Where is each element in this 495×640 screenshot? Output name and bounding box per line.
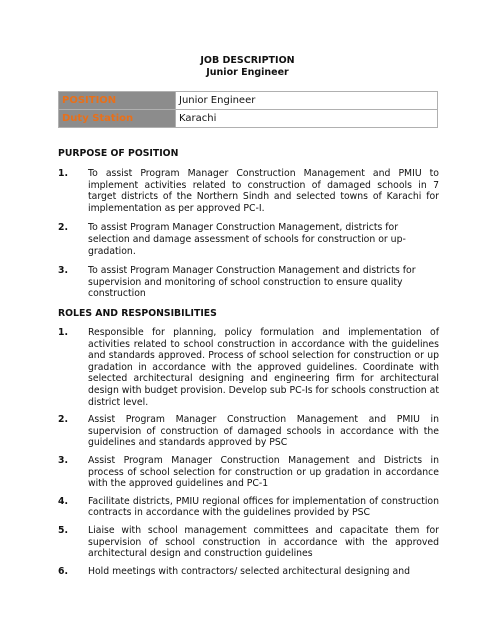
list-item — [58, 265, 439, 300]
list-item — [58, 168, 439, 214]
purpose-heading: PURPOSE OF POSITION — [58, 148, 179, 159]
document-subtitle: Junior Engineer — [206, 67, 289, 78]
item-number: 3. — [58, 454, 69, 466]
roles-list — [58, 327, 439, 577]
item-text: Assist Program Manager Construction Management and PMIU in supervision of construction of damaged schools in accordance with the guidelines and standards approved by PSC — [88, 414, 439, 449]
item-number: 1. — [58, 168, 69, 179]
position-info-table — [58, 91, 438, 128]
item-number: 3. — [58, 265, 69, 277]
roles-heading: ROLES AND RESPONSIBILITIES — [58, 308, 217, 319]
item-number: 4. — [58, 495, 69, 507]
item-text: Hold meetings with contractors/ selected architectural designing and — [88, 565, 411, 577]
position-label: POSITION — [59, 92, 176, 110]
item-number: 2. — [58, 414, 69, 426]
item-text: To assist Program Manager Construction Management, districts for selection and damage assessment of schools for construction or up-gradation. — [88, 222, 406, 257]
item-number: 2. — [58, 222, 69, 234]
title-block — [0, 55, 495, 79]
purpose-list — [58, 168, 439, 300]
list-item — [58, 496, 439, 519]
item-text: Responsible for planning, policy formulation and implementation of activities related to school construction in accordance with the guidelines and standards approved. Process of school selection for construction or up gradation in accordance with the approved guidelines. Coordinate with selected architectural designing and engineering firm for architectural design with budget provision. Develop sub PC-Is for schools construction at district level. — [88, 327, 439, 408]
position-value: Junior Engineer — [176, 92, 438, 110]
item-text: To assist Program Manager Construction Management and PMIU to implement activities related to construction of damaged schools in 7 target districts of the Northern Sindh and selected towns of Karachi for implementation as per approved PC-I. — [88, 168, 439, 214]
list-item — [58, 566, 439, 578]
item-number: 5. — [58, 524, 69, 536]
list-item — [58, 414, 439, 449]
item-number: 6. — [58, 565, 69, 577]
item-text: Assist Program Manager Construction Management and Districts in process of school selection for construction or up gradation in accordance with the approved guidelines and PC-1 — [88, 454, 439, 490]
item-text: Facilitate districts, PMIU regional offices for implementation of construction contracts in accordance with the guidelines provided by PSC — [88, 495, 439, 519]
duty-station-row — [59, 110, 438, 128]
document-title: JOB DESCRIPTION — [200, 55, 295, 66]
item-text: Liaise with school management committees and capacitate them for supervision of school construction in accordance with the approved architectural design and construction guidelines — [88, 524, 439, 560]
item-text: To assist Program Manager Construction Management and districts for supervision and monitoring of school construction to ensure quality construction — [88, 265, 416, 300]
list-item — [58, 525, 439, 560]
list-item — [58, 327, 439, 408]
list-item — [58, 222, 439, 257]
position-row — [59, 92, 438, 110]
duty-station-value: Karachi — [176, 110, 438, 128]
item-number: 1. — [58, 327, 69, 338]
list-item — [58, 455, 439, 490]
duty-station-label: Duty Station — [59, 110, 176, 128]
